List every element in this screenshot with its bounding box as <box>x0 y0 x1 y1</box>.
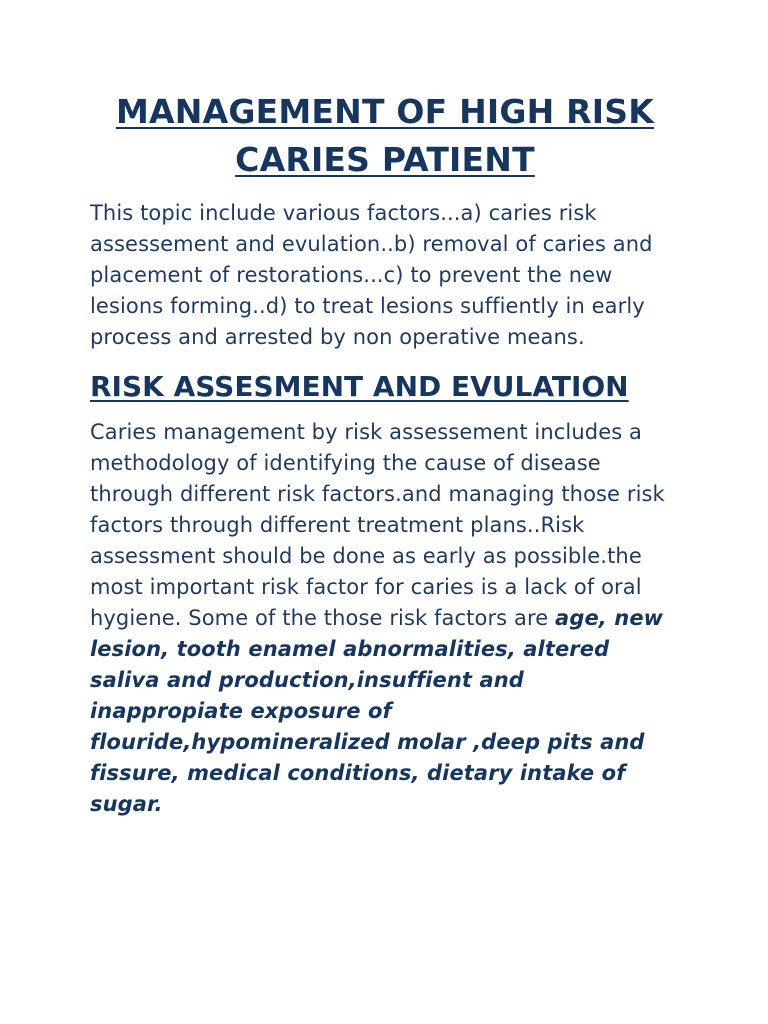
document-title <box>90 88 680 184</box>
intro-paragraph: This topic include various factors...a) caries risk assessement and evulation..b) removal of caries and placement of restorations...c) to prevent the new lesions forming..d) to treat lesions suffiently in early process and arrested by non operative means. <box>90 201 653 349</box>
section-paragraph <box>90 417 680 820</box>
title-line-1: MANAGEMENT OF HIGH RISK <box>116 92 654 131</box>
risk-factors-emphasis: age, new lesion, tooth enamel abnormalities, altered saliva and production,insuffient and inappropiate exposure of flouride,hypomineralized molar ,deep pits and fissure, medical conditions, dietary intake of sugar. <box>90 606 664 816</box>
section-paragraph-text: Caries management by risk assessement includes a methodology of identifying the cause of disease through different risk factors.and managing those risk factors through different treatment plans..Risk assessment should be done as early as possible.the most important risk factor for caries is a lack of oral hygiene. Some of the those risk factors are <box>90 420 665 630</box>
document-page <box>90 88 680 820</box>
title-line-2: CARIES PATIENT <box>235 140 535 179</box>
section-heading: RISK ASSESMENT AND EVULATION <box>90 370 629 403</box>
